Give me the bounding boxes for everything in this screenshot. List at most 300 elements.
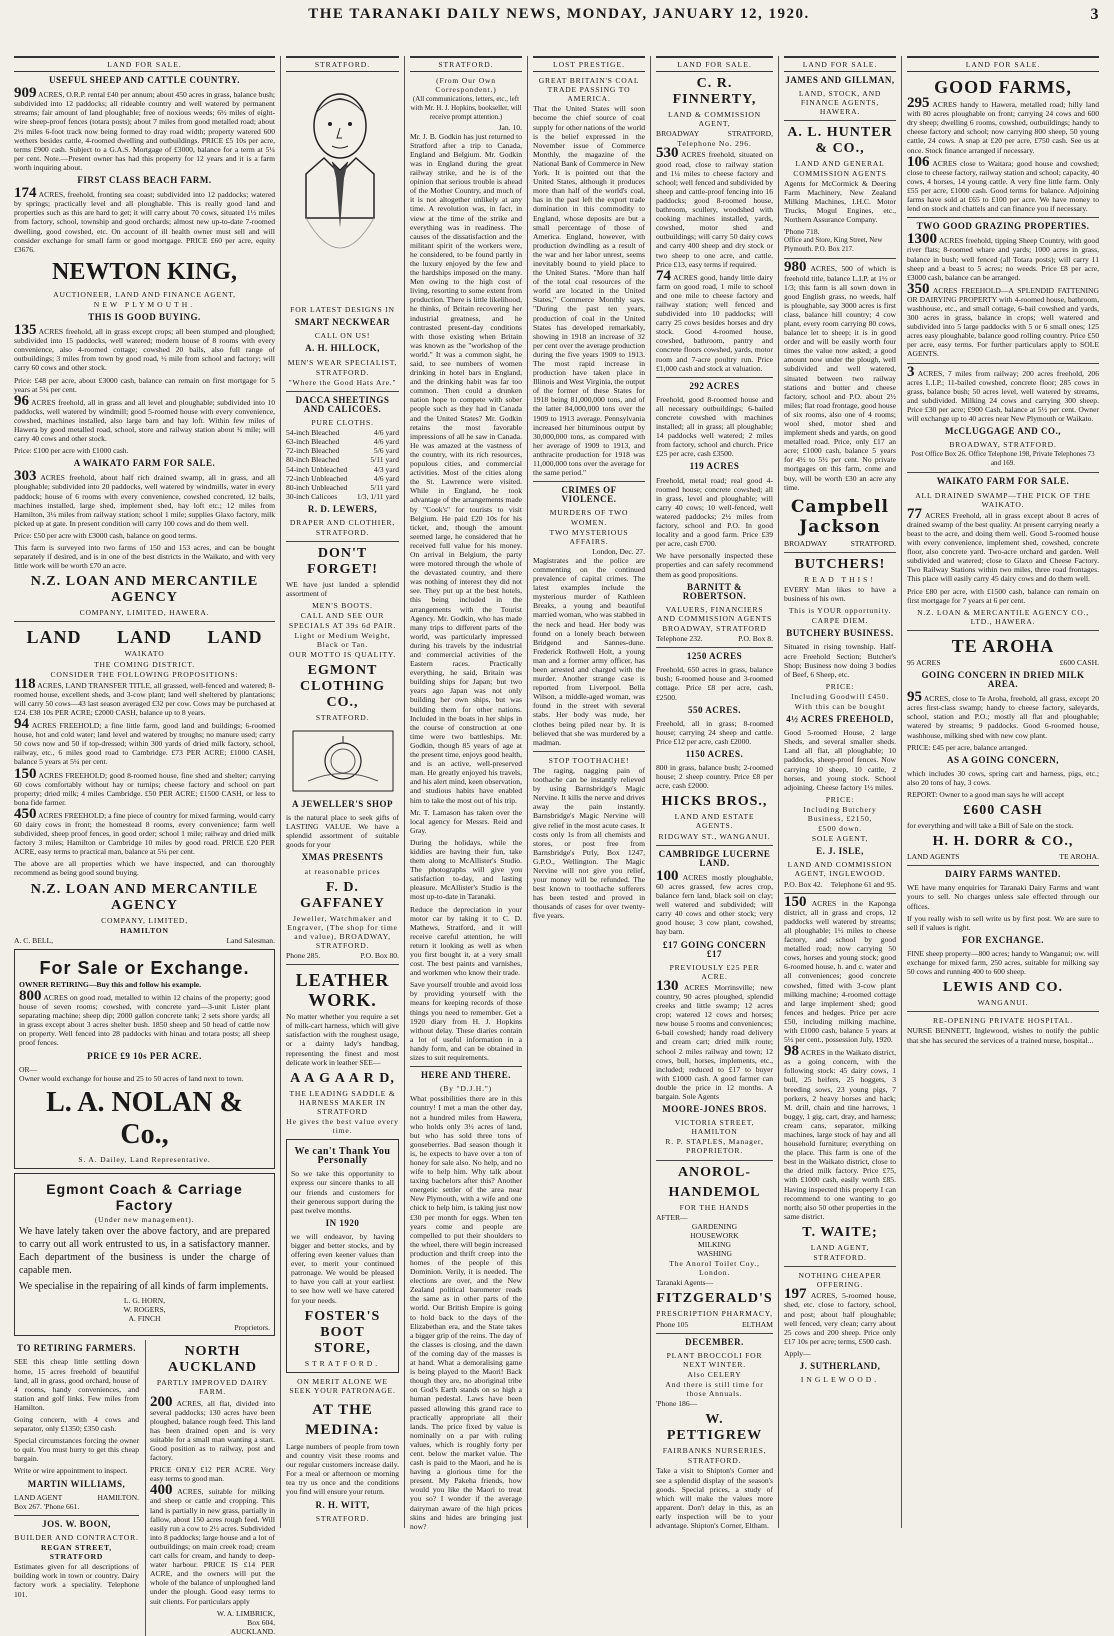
- advertiser-place: NEW PLYMOUTH.: [93, 299, 196, 309]
- ad-subheading: PURE CLOTHS.: [311, 418, 374, 428]
- column-3: [404, 56, 527, 1531]
- ad-text: is the natural place to seek gifts of LASTING VALUE. We have a splendid assortment of suitable goods for your: [286, 813, 399, 850]
- ad-text: WE have many enquiries for Taranaki Dairy Farms and want yours to sell. No charges unless sale effected through our offices.: [907, 883, 1099, 911]
- ad-heading: SMART NECKWEAR: [294, 317, 391, 328]
- ad-text: 98 ACRES in the Waikato district, as a going concern, with the following stock: 45 dairy cows, 1 bull, 25 heifers, 25 hoggets, 3 breeding sows, 23 young pigs, 7 porkers, 2 heavy horses and hack; M. drill, chain and tine harrows, 1 buggy, 1 gig, cart, dray, and harness; cream cans, separator, milking machines, large stock of hay and all household furniture; everything on the place. This farm is one of the best in the Waikato district, close to the dried milk factory. Price £75, with £1000 cash, easily worth £85. Having inspected this property I can recommend to one wanting to go north; also 50 other properties in the same district.: [784, 1043, 897, 1221]
- signature-row: A. C. BELL, Land Salesman.: [14, 935, 275, 945]
- use-list: [656, 1222, 773, 1258]
- advertiser-contact: P.O. Box 42. Telephone 61 and 95.: [784, 879, 896, 889]
- egmont-coach-ad: [14, 1173, 275, 1336]
- column-1: [14, 56, 280, 1636]
- advertiser-motto: "Where the Good Hats Are.": [288, 377, 397, 387]
- ad-subheading: ON MERIT ALONE WE SEEK YOUR PATRONAGE.: [289, 1376, 396, 1395]
- retiring-farmers-ad: [14, 1340, 139, 1636]
- product-name: HANDEMOL: [668, 1184, 761, 1200]
- for-sale-exchange-ad: [14, 949, 275, 1169]
- price-value: 4/6 yard: [373, 428, 399, 438]
- advertiser-subtitle: LAND AGENT,: [810, 1242, 870, 1252]
- ad-heading: 4½ ACRES FREEHOLD,: [786, 714, 894, 725]
- ad-heading: A WAIKATO FARM FOR SALE.: [73, 458, 216, 469]
- ad-text: £500 down.: [818, 824, 862, 834]
- ad-text: 95 ACRES, close to Te Aroha, freehold, all grass, except 20 acres first-class swamp; handy to cheese factory, saleyards, school, station and P.O.; mostly all flat and ploughable; watered by streams; 9 paddocks. Good 6-roomed house, washhouse, milking shed with new cow plant.: [907, 689, 1100, 740]
- ad-subheading: PRICE:: [825, 794, 855, 804]
- advertiser-name: N.Z. LOAN AND MERCANTILE AGENCY: [30, 881, 259, 913]
- ad-text: OWNER RETIRING—Buy this and follow his example.: [19, 979, 202, 989]
- price-row: [286, 428, 399, 437]
- ad-text: With this can be bought: [794, 701, 886, 711]
- ad-text: Including Goodwill £450.: [791, 691, 889, 701]
- article-subheading: GREAT BRITAIN'S COAL TRADE PASSING TO AMERICA.: [538, 76, 640, 104]
- ad-heading: DECEMBER.: [685, 1336, 744, 1347]
- ad-heading: £17 GOING CONCERN £17: [662, 939, 766, 959]
- advertiser-subtitle: COMPANY, LIMITED,: [101, 915, 188, 925]
- price-item: 72-inch Bleached: [286, 446, 340, 456]
- column-5: [650, 56, 778, 1528]
- ad-subheading: CALL ON US!: [314, 331, 371, 341]
- advertiser-subtitle: DRAPER AND CLOTHIER,: [289, 517, 396, 527]
- ad-subheading: at reasonable prices: [304, 866, 381, 876]
- thank-you-ad: [286, 1139, 399, 1373]
- article-heading: LOST PRESTIGE.: [533, 56, 645, 72]
- advertiser-name: McCLUGGAGE AND CO.,: [945, 426, 1061, 437]
- ad-heading: BUTCHERY BUSINESS.: [786, 628, 894, 639]
- price-item: 80-inch Bleached: [286, 455, 340, 465]
- advertiser-name: E. J. ISLE,: [816, 846, 864, 857]
- ad-heading: DON'T FORGET!: [307, 546, 378, 578]
- ad-text: And there is still time for those Annuals.: [665, 1379, 764, 1399]
- advertiser-place: STRATFORD.: [315, 1513, 370, 1523]
- ad-signature: W. A. LIMBRICK,: [216, 1608, 275, 1618]
- advertiser-subtitle: PRESCRIPTION PHARMACY,: [656, 1309, 773, 1319]
- article-heading: STRATFORD.: [410, 56, 522, 72]
- ad-text: This is YOUR opportunity.: [788, 606, 892, 616]
- advertiser-name: R. D. LEWERS,: [307, 503, 378, 514]
- ad-text: Price: £100 per acre with £1000 cash.: [14, 446, 129, 456]
- article-subheading: MURDERS OF TWO WOMEN.: [549, 508, 629, 527]
- advertiser-name: LEWIS AND CO.: [943, 980, 1063, 996]
- ad-heading: CAMBRIDGE LUCERNE LAND.: [658, 848, 771, 868]
- ad-text: 1300 ACRES freehold, tipping Sheep Country, with good river flats; 8-roomed whare and yards; 1000 acres in grass, balance in bush; well fenced (all Totara posts); will carry 11 sheep and a beast to 5 acres; no weeds. Price £8 per acre, £3000 cash, balance can be arranged.: [907, 231, 1099, 282]
- ad-heading: WAIKATO FARM FOR SALE.: [936, 476, 1070, 487]
- ad-text: CARPE DIEM.: [811, 616, 869, 626]
- advertiser-place: BROADWAY, STRATFORD: [662, 623, 767, 633]
- advertiser-subtitle: BUILDER AND CONTRACTOR.: [14, 1532, 139, 1542]
- advertiser-contact: Box 267. 'Phone 661.: [14, 1501, 80, 1511]
- ad-text: SEE this cheap little settling down home, 15 acres freehold of beautiful land, all in grass, good orchard, house of 4 rooms, handy conveniences, and station and golf links. Few miles from Hamilton.: [14, 1357, 139, 1412]
- page-number: 3: [1090, 6, 1100, 23]
- ad-text: Price £80 per acre, with £1500 cash, balance can remain on first mortgage for 7 years at 6 per cent.: [907, 586, 1099, 605]
- ad-heading: DAIRY FARMS WANTED.: [945, 869, 1061, 880]
- advertiser-name: JOS. W. BOON,: [42, 1518, 111, 1529]
- advertiser-place: HAMILTON: [120, 925, 169, 935]
- advertiser-subtitle: LAND AND COMMISSION AGENT, INGLEWOOD.: [787, 860, 893, 879]
- ad-text: Owner would exchange for house and 25 to 50 acres of land next to town.: [19, 1073, 244, 1083]
- ad-subheading: (Under new management).: [94, 1214, 195, 1224]
- advertiser-subtitle: LAND AGENT HAMILTON.: [14, 1492, 139, 1502]
- price-item: 54-inch Unbleached: [286, 464, 348, 474]
- ad-text: FINE sheep property—800 acres; handy to Wanganui; ow. will exchange for mixed farm, 250 acres, suitable for milking say 50 cows and running 400 to 600 sheep.: [907, 948, 1099, 977]
- ad-text: Including Butchery Business, £2150,: [803, 804, 877, 823]
- article-text: Mr. J. B. Godkin has just returned to Stratford after a trip to Canada, England and Belgium. Mr. Godkin was in England during the great railway strike, and he is of the opinion that serious trouble is ahead of the Mother Country, and much of it is not altogether unlikely at any time. A revolution was, in fact, in view at the time of the strike and everything was in readiness. The causes of the dissatisfaction and the militant spirit of the workers were, he considered, to be found partly in the luxury enjoyed by the few and the hardships imposed on the many. Men owing to the high cost of living, resorting to some extent from production. There is little likelihood, he thinks, of Britain recovering her industrial greatness, and he contrasted present-day conditions with those existing when Britain was known as the "workshop of the world." It was a common sight, he said, to see numbers of women drinking in hotel bars in England, and the drinking habit was far too common. Then could a drunken nation hope to compete with sober people such as they had in Canada and the United States? Mr. Godkin retains the most favorable impressions of all he saw in Canada. He was amazed at the vastness of the country, with its rich resources, populous cities, and commercial activities. Most of the cities along the St. Lawrence were visited. While in England, he took advantage of the arrangements made by "Cook's" for tourists to visit Belgium. He paid £20 10s for his ticket, and, though the amount seemed large, he considered that he received full value for his money. On arrival in Belgium, the party were motored through the whole of the devastated country, and there was nothing of interest they did not see. They put up at the best hotels, this being included in the arrangements with the Tourist Agency. Mr. Godkin, who has made many trips to different parts of the world, was particularly impressed during his travels by the industrial and commercial activities of the Eastern races. Practically everything, he said, Britain was building ships for Japan; but two years ago Japan was not only building her own ships, but was building them for other nations. Included in the boats in her ships in the course of construction at one time were two battleships. Mr. Godkin, though 85 years of age at the present time, enjoys good health, and is an active, well-preserved man. He greatly enjoyed his travels, and his alert mind, keen observation, and studious habits have enabled him to take the most out of his trip.: [410, 131, 522, 805]
- advertiser-name: HICKS BROS.,: [661, 794, 768, 810]
- ad-subheading: ALL DRAINED SWAMP—THE PICK OF THE WAIKATO.: [915, 490, 1091, 509]
- ad-heading: 292 ACRES: [689, 380, 740, 391]
- ad-text: We have personally inspected these properties and can safely recommend them as good propositions.: [656, 551, 773, 579]
- use-list-item: WASHING: [696, 1249, 732, 1259]
- ad-signature: L. G. HORN,: [123, 1295, 166, 1305]
- advertiser-subtitle: LAND AND ESTATE AGENTS.: [674, 812, 755, 831]
- ad-heading: THIS IS GOOD BUYING.: [88, 311, 201, 322]
- ad-text: Special circumstances forcing the owner to quit. You must hurry to get this cheap bargain.: [14, 1436, 139, 1464]
- use-list-item: HOUSEWORK: [690, 1230, 739, 1240]
- ad-heading: TO RETIRING FARMERS.: [17, 1343, 136, 1354]
- price-value: 5/11 yard: [370, 455, 399, 465]
- price-item: 54-inch Bleached: [286, 428, 340, 438]
- advertiser-name: F. D. GAFFANEY: [300, 879, 385, 911]
- advertiser-name: L. A. NOLAN & Co.,: [46, 1086, 243, 1150]
- advertiser-contact: Telephone 232. P.O. Box 8.: [656, 634, 773, 644]
- ad-subheading: 95 ACRES £600 CASH.: [907, 657, 1099, 667]
- article-text: Magistrates and the police are commenting on the continued prevalence of capital crimes. The latest examples include the mysterious murder of Kathleen Breaks, a young and beautiful married woman, who was stabbed in the neck and head. Her body was found on a lonely beach between Bridgend and Sannes-dune. Frederick Rothwell Holt, a young man and a former army officer, has been arrested and charged with the murder. Another strange case is reported from Liverpool. Bella Wilson, a middle-aged woman, was found in the street with several stabs. Her body was nude, her clothes being piled near by. It is believed that she was murdered by a madman.: [533, 555, 645, 747]
- ad-text: 174 ACRES, freehold, fronting sea coast; subdivided into 12 paddocks; watered by springs; practically level and all ploughable. This is really good land and properties such as this are hard to get; it will carry about 70 cows, situated 1½ miles from factory, school, township and good orchards; almost new up-to-date 7-roomed dwelling, good cowshed, etc. On account of ill health owner must sell and will consider exchange for small farm or good mortgage. PRICE £60 per acre, equity £3676.: [14, 185, 275, 254]
- product-name: ANOROL-: [677, 1164, 752, 1180]
- price-row: [286, 465, 399, 474]
- ad-text: We specialise in the repairing of all kinds of farm implements.: [19, 1280, 269, 1292]
- ad-text: which includes 30 cows, spring cart and harness, pigs, etc.; also 20 tons of hay, 3 cows.: [907, 768, 1099, 787]
- ad-heading: AS A GOING CONCERN,: [946, 754, 1059, 765]
- advertiser-contact: Post Office Box 26. Office Telephone 198, Private Telephones 73 and 169.: [911, 450, 1095, 468]
- ad-text: 100 ACRES mostly ploughable, 60 acres grassed, few acres crop, balance fern land, black soil on clay; well watered and subdivided; will carry 40 cows and other stock; very good house; 3 cow plant, cowshed, hay barn.: [656, 867, 773, 937]
- advertiser-subtitle: THE LEADING SADDLE & HARNESS MAKER IN STRATFORD: [289, 1088, 396, 1116]
- ad-subheading: PREVIOUSLY £25 PER ACRE.: [669, 962, 760, 981]
- ad-text: 96 ACRES freehold, all in grass and all level and ploughable; subdivided into 10 paddocks, well watered by windmill; good 5-roomed house with every convenience, cowshed, machines installed, also large barn and hay loft. Within few miles of Hawera by good metalled road, school, store and railway station about ¾ mile; will carry 40 cows and other stock.: [14, 392, 275, 444]
- ad-text: 303 ACRES freehold, about half rich drained swamp, all in grass, and all ploughable; subdivided into 20 paddocks, well watered by windmills, water in every paddock; house of 6 rooms with every convenience, cowshed concreted, 12 bails, machines installed, large shed, implement shed, hay loft etc.; 12 miles from Hamilton, 3¼ miles from railway station; school 1 mile; supplies Glaxo factory, milk picked up at gate. In present condition will carry 100 cows and do them well.: [14, 468, 276, 528]
- advertiser-name: A. H. HILLOCK,: [305, 343, 380, 354]
- advertiser-subtitle: MEN'S WEAR SPECIALIST,: [287, 357, 398, 367]
- ad-text: Price: £50 per acre with £3000 cash, balance on good terms.: [14, 530, 198, 540]
- advertiser-place: RIDGWAY ST., WANGANUI.: [658, 831, 771, 841]
- ad-text: 77 ACRES Freehold, all in grass except about 8 acres of drained swamp of the best quality. At present carrying nearly a beast to the acre, and doing them well. Good 5-roomed house with every convenience, implement shed, cowshed, concrete floor, also concrete yard. Two-acre orchard and garden. Well subdivided and watered; close to Glaxo and Cheese Factory. Two Railway Stations within two miles, three road frontages. This place will easily carry 45 dairy cows and do them well.: [907, 505, 1099, 584]
- ad-signature: AUCKLAND.: [230, 1626, 275, 1636]
- ad-text: PLANT BROCCOLI FOR NEXT WINTER.: [666, 1350, 763, 1369]
- advertiser-place: BROADWAY, STRATFORD.: [949, 440, 1057, 450]
- ad-text: The Anorol Toilet Coy., London.: [669, 1259, 760, 1278]
- advertiser-subtitle: LAND, STOCK, AND FINANCE AGENTS, HAWERA.: [798, 89, 882, 117]
- ad-heading: NOTHING CHEAPER OFFERING.: [798, 1271, 882, 1290]
- ad-heading: IN 1920: [325, 1217, 360, 1228]
- price-row: [286, 492, 399, 501]
- ad-heading: LAND LAND LAND: [26, 627, 263, 648]
- article-heading: CRIMES OF VIOLENCE.: [561, 485, 617, 505]
- article-byline: (From Our Own Correspondent.): [435, 76, 497, 95]
- article-text: During the holidays, while the kiddies are having their fun, take them along to McAllister's Studio. The photographs will give you satisfaction to-day, and lasting pleasure. McAllister's Studio is the most up-to-date in Taranaki.: [410, 837, 522, 902]
- advertiser-subtitle: AUCTIONEER, LAND AND FINANCE AGENT,: [53, 289, 236, 299]
- ad-heading: A JEWELLER'S SHOP: [291, 799, 394, 809]
- advertiser-name: W. PETTIGREW: [666, 1412, 763, 1444]
- ad-text: 200 ACRES, all flat, divided into several paddocks; 130 acres have been ploughed, balance rough feed. This land has been drained open and is very suitable for a small man wanting a start. Good position as to railway, post and factory.: [150, 1393, 276, 1463]
- ad-text: So we take this opportunity to express our sincere thanks to all our friends and customers for their generous support during the past twelve months.: [291, 1169, 394, 1215]
- ad-subheading: CONSIDER THE FOLLOWING PROPOSITIONS:: [50, 669, 239, 679]
- advertiser-place: INGLEWOOD.: [800, 1375, 880, 1385]
- advertiser-name: Campbell Jackson: [790, 496, 890, 537]
- advertiser-contact: Phone 285. P.O. Box 80.: [286, 951, 399, 961]
- ad-heading: RE-OPENING PRIVATE HOSPITAL.: [933, 1016, 1073, 1026]
- price-item: 30-inch Calicoes: [286, 491, 338, 501]
- price-value: 4/3 yard: [373, 464, 399, 474]
- ad-text: Good 5-roomed House, 2 large Sheds, and several smaller sheds. Land all flat, all ploughable; 10 paddocks, sheep-proof fences. Now carrying 10 sheep, 10 cattle, 2 horses, and young stock. School adjoining. Cheese factory 1½ miles.: [784, 728, 896, 792]
- advertiser-contact: Phone 105 ELTHAM: [656, 1319, 773, 1329]
- jeweller-illustration: [288, 726, 398, 796]
- ad-heading: 1150 ACRES.: [685, 749, 744, 759]
- ad-text: OR—: [19, 1064, 38, 1074]
- ad-text: Write or wire appointment to inspect.: [14, 1466, 128, 1476]
- price-row: [286, 483, 399, 492]
- article-subheading: TWO MYSTERIOUS AFFAIRS.: [549, 527, 629, 546]
- advertiser-place: BROADWAY STRATFORD.: [784, 538, 896, 548]
- advertiser-name: FOSTER'S BOOT STORE,: [304, 1308, 381, 1356]
- price-row: [286, 437, 399, 446]
- advertiser-contact: Telephone No. 296.: [677, 139, 752, 149]
- ad-text: 150 ACRES FREEHOLD; good 8-roomed house, fine shed and shelter; carrying 60 cows comfortably without hay or turnips; cheese factory and school on part property; dried milk; 4 miles Cambridge. £50 PER ACRE; £1500 CASH, or less to bona fide farmer.: [14, 765, 275, 807]
- article-note: (All communications, letters, etc., left with Mr. H. J. Hopkins, bookseller, will receive prompt attention.): [410, 95, 522, 122]
- ad-heading: We can't Thank You Personally: [294, 1146, 391, 1167]
- ad-subheading: GOING CONCERN IN DRIED MILK AREA.: [921, 669, 1085, 690]
- column-header: LAND FOR SALE.: [784, 56, 896, 72]
- ad-text: Taranaki Agents—: [656, 1278, 714, 1288]
- advertiser-contact: Office and Store, King Street, New Plymouth. P.O. Box 217.: [784, 236, 883, 254]
- ad-text: This farm is surveyed into two farms of 150 and 153 acres, and can be bought separately if desired, and is in one of the best districts in the Waikato, and with very little work will be worth £70 an acre.: [14, 543, 275, 571]
- advertiser-name: BARNITT & ROBERTSON.: [682, 581, 747, 601]
- column-2: [280, 56, 404, 1528]
- use-list-item: MILKING: [698, 1239, 731, 1249]
- advertiser-name: C. R. FINNERTY,: [672, 76, 757, 108]
- ad-text: Going concern, with 4 cows and separator, only £1350; £350 cash.: [14, 1415, 139, 1434]
- advertiser-name: R. H. WITT,: [315, 1499, 370, 1510]
- ad-heading: LEATHER WORK.: [295, 970, 390, 1011]
- advertiser-name: MOORE-JONES BROS.: [662, 1104, 767, 1115]
- ad-text: Freehold, all in grass; 8-roomed house; carrying 24 sheep and cattle. Price £12 per acre, cash £2000.: [656, 718, 773, 746]
- ad-text: Apply—: [784, 1348, 811, 1358]
- ad-text: 800 in grass, balance bush; 2-roomed house; 2 sheep country. Price £8 per acre, cash £2000.: [656, 763, 773, 791]
- ad-text: Freehold, good 8-roomed house and all necessary outbuildings; 6-bailed concrete cowshed with machines installed; all in grass; all ploughable; 14 paddocks well watered; 2 miles from factory, school and church. Price £25 per acre, cash £3500.: [656, 394, 773, 459]
- ad-text: we will endeavor, by having bigger and better stocks, and by offering even keener values than ever, to merit your continued patronage. We would be pleased to have you call at your earliest to see how well we have catered for your needs.: [291, 1231, 394, 1305]
- article-text: Save yourself trouble and avoid loss by providing yourself with the means for keeping records of those things you need to remember. Get a 1920 diary from H. J. Hopkins without delay. These diaries contain a lot of useful information in a handy form, and can be obtained in sizes to suit requirements.: [410, 980, 522, 1063]
- ad-text: 106 ACRES close to Waitara; good house and cowshed; close to cheese factory, railway station and school; capacity, 40 cows, 4 horses, 14 young cattle. A very fine little farm. Only £55 per acre, £1000 cash. Good terms for balance. Adjoining farms have sold at £65 to £100 per acre. We have money to lend on stock and chattels and can finance you if necessary.: [907, 153, 1100, 214]
- advertiser-subtitle: LAND AGENTS TE AROHA.: [907, 852, 1099, 862]
- ad-heading: GOOD FARMS,: [934, 77, 1072, 98]
- ad-text: Freehold, 650 acres in grass, balance bush; 6-roomed house and 3-roomed cottage. Price £8 per acre, cash, £2500.: [656, 665, 773, 702]
- column-header: LAND FOR SALE.: [14, 56, 275, 72]
- price-value: 1/3, 1/11 yard: [356, 491, 399, 501]
- ad-text: Agents for McCormick & Deering Farm Machinery, New Zealand Milking Machines, I.H.C. Motor Trucks, Mogul Engines, etc., Northern Assurance Company.: [784, 178, 896, 225]
- price-item: 80-inch Unbleached: [286, 482, 348, 492]
- price-value: 5/11 yard: [370, 482, 399, 492]
- price-row: [286, 455, 399, 464]
- advertiser-name: A. L. HUNTER & CO.,: [787, 125, 893, 157]
- ad-text: Light or Medium Weight, Black or Tan.: [294, 630, 391, 649]
- advertiser-name: EGMONT CLOTHING CO.,: [299, 662, 385, 710]
- use-list-item: GARDENING: [691, 1221, 738, 1231]
- ad-signature: W. ROGERS,: [123, 1305, 166, 1315]
- advertiser-place: WANGANUI.: [977, 998, 1029, 1008]
- ad-price: £600 CASH: [963, 803, 1043, 819]
- ad-heading: 119 ACRES: [689, 461, 740, 472]
- ad-subheading: PARTLY IMPROVED DAIRY FARM.: [156, 1378, 269, 1397]
- ad-text: WE have just landed a splendid assortment of: [286, 580, 399, 599]
- ad-subheading: FOR THE HANDS: [679, 1202, 750, 1212]
- ad-text: AFTER—: [656, 1212, 688, 1222]
- ad-text: Also CELERY: [687, 1369, 742, 1379]
- ad-heading: BUTCHERS!: [794, 556, 886, 572]
- ad-text: 800 ACRES on good road, metalled to within 12 chains of the property; good house of seven rooms; cowshed, with concrete yard—3-unit Lister plant separating machine; sheep dip; 2000 gallon concrete tank; 2 sets shore yards; all in grass except about 3 acres shelter bush. 1850 sheep and 50 head of cattle now on property. Well fenced into 28 paddocks with hinau and totara posts; all sheep proof fences.: [19, 987, 270, 1048]
- advertiser-place: STRATFORD.: [315, 367, 370, 377]
- advertiser-place: VICTORIA STREET, HAMILTON: [674, 1118, 755, 1137]
- north-auckland-ad: [145, 1340, 275, 1636]
- article-heading: HERE AND THERE.: [420, 1070, 512, 1081]
- ad-heading: USEFUL SHEEP AND CATTLE COUNTRY.: [49, 75, 240, 86]
- man-portrait-illustration: [286, 78, 394, 298]
- ad-text: REPORT: Owner to a good man says he will accept: [907, 790, 1065, 799]
- ad-signature: Box 604,: [247, 1617, 275, 1627]
- ad-heading: Egmont Coach & Carriage Factory: [46, 1180, 243, 1213]
- column-grid: [14, 56, 1104, 1636]
- advertiser-place: STRATFORD.: [304, 1358, 381, 1368]
- ad-text: PRICE: £45 per acre, balance arranged.: [907, 742, 1028, 752]
- column-7: [901, 56, 1104, 1528]
- advertiser-subtitle: COMPANY, LIMITED, HAWERA.: [79, 608, 210, 618]
- ad-subheading: CALL AND SEE OUR SPECIALS AT 39s 6d PAIR.: [288, 611, 397, 630]
- ad-heading: FOR EXCHANGE.: [961, 934, 1044, 945]
- article-date: Jan. 10.: [498, 122, 522, 132]
- ad-subheading: WAIKATO: [124, 649, 165, 659]
- advertiser-name: JAMES AND GILLMAN,: [785, 75, 895, 86]
- ad-text: SOLE AGENT,: [811, 834, 869, 844]
- advertiser-name: MARTIN WILLIAMS,: [27, 1478, 126, 1489]
- ad-text: 909 ACRES, O.R.P. rental £40 per annum; about 450 acres in grass, balance bush; subdivided into 12 paddocks; all rideable country and well watered by permanent streams; fair amount of land ploughable; free of noxious weeds; 6½ miles of eight-wire sheep-proof fences (totara posts); about 7 miles from good metalled road; about 2½ miles 6-foot track now being formed to dray road width; property watered 600 wethers besides cattle, 4-roomed dwelling and outbuildings. PRICE £5 10s per acre, terms £900 cash. Subject to a G.A.S. Mortgage of £3000, balance for a term at 5¼ per cent. Note.—Present owner has had this property for 12 years and it is a farm worth inquiring about.: [14, 85, 275, 172]
- ad-text: 350 ACRES FREEHOLD—A SPLENDID FATTENING OR DAIRYING PROPERTY with 4-roomed house, bathroom, washhouse, etc., and small cottage, 6-bail cowshed and yards, 300 acres in grass, balance in crops; well watered and subdivided into 5 large paddocks with 5 or 6 small ones; 125 acres easy ploughable, balance good rolling country. Price £50 per acre, easy terms. For further particulars apply to SOLE AGENTS.: [907, 280, 1099, 359]
- column-header: LAND FOR SALE.: [907, 56, 1099, 72]
- advertiser-name: J. SUTHERLAND,: [799, 1360, 881, 1371]
- advertiser-subtitle: S. A. Dailey, Land Representative.: [78, 1154, 211, 1164]
- ad-text: 'Phone 186—: [656, 1399, 698, 1409]
- ad-signature: Proprietors.: [234, 1323, 270, 1333]
- ad-heading: XMAS PRESENTS: [301, 852, 384, 863]
- ad-text: 74 ACRES good, handy little dairy farm on good road, 1 mile to school and one mile to cheese factory and railway station; well fenced and subdivided into 10 paddocks; will carry 25 cows besides horses and dry stock. Good 4-roomed house, cowshed, bathroom, pantry and concrete floors cowshed, yards, motor room and 7-acre poultry run. Price £1,000 cash and stock at valuation.: [656, 267, 773, 373]
- price-row: [286, 446, 399, 455]
- advertiser-name: NEWTON KING,: [52, 258, 237, 285]
- advertiser-name: H. H. DORR & CO.,: [932, 834, 1074, 850]
- price-row: [286, 474, 399, 483]
- ad-text: 980 ACRES, 500 of which is freehold title, balance L.I.P. at 1½ or 1/3; this farm is all sown down in good English grass, no weeds, half is ploughable, say 3000 acres is first class, balance hill country; 4 cow plant, every room carrying 80 cows, balance let to sheep; it is in good order and will be easily worth four times the value now asked; a good amount now under the plough, well subdivided and well watered, situated between two railway stations and butter and cheese factory, school and P.O. about 2½ miles; flat road frontage, good house of six rooms, also one of 4 rooms; wool shed, motor shed and implement sheds and yards, on good metalled road. Price, only £17 an acre; £1000 cash, balance 5 years for 4½ to 5½ per cent. No private mortgages on this farm, come and buy, will be worth £30 an acre any time.: [784, 259, 897, 492]
- column-6: [778, 56, 901, 1528]
- article-text: That the United States will soon become the chief source of coal supply for other nations of the world is the belief expressed in the November issue of Commerce Monthly, the magazine of the National Bank of Commerce in New York. It is pointed out that the United States, although it produces more than half of the world's coal, has in the past left the export trade domination in this commodity to England, whose deposits are but a small percentage of those of America. England, however, with production dwindling as a result of the war and her labor unrest, seems inevitably bound to yield place to the United States. "More than half of the total coal resources of the world are located in the United States," Commerce Monthly says. "During the past ten years, production of coal in the United States has developed remarkably, showing in 1918 an increase of 32 per cent over the average production during the five years 1909 to 1913. The most rapid increase in production have taken place in Illinois and West Virginia, the output of the former of these States for 1918 being 81,000,000 tons, and of the latter 84,000,000 tons over the 1909 to 1913 average. Pennsylvania increased her bituminous output by 30,000,000 tons, as compared with her average of 1909 to 1913, and anthracite production for 1918 was 11,000,000 tons over the average for the same period.": [533, 104, 645, 478]
- ad-text: Estimates given for all descriptions of building work in town or country. Dairy factory work a speciality. Telephone 101.: [14, 1562, 139, 1599]
- article-text: What possibilities there are in this country! I met a man the other day, not a hundred miles from Hawera, who holds only 3½ acres of land, but who has sold three tons of gooseberries. Bad season though it is, he expects to have over a ton of honey for sale also. No help, and no wife to help him. Why talk about taxing bachelors after this? Another energetic settler of the area near New Plymouth, with a wife and one chick to help him, is taking just now £30 per month for eggs. When ten years come and people are compelled to put their shoulders to the wheel, there will begin increased production and thrift creep into the homes of the people of this Dominion. Verily, it is needed. The elections are over, and the New Zealand political barometer reads the same as in other parts of the world. Our British Empire is going to hold back to the days of the Elizabethan era, and the State takes a bigger grip of the reins. The day of the classes is closing, and the dawn of the coming day of the masses is at hand. What a demoralising game is being played to the Maori! Back though they are, no aboriginal tribe on God's Earth stands on so high a human pedestal. Laws have been passed allowing this grand race to practically appropriate all their lands. The price fixed by value is nominally on a par with ruling values, which is roughly forty per cent. below the market value. The cash is paid to the Maori, and he is having a glorious time for the present. My Pakeha friends, how would you like the Maori to treat you so? I wonder if the average dairyman aware of the high prices skins and hides are bringing just now?: [410, 1094, 522, 1531]
- ad-subheading: MEN'S BOOTS.: [312, 601, 373, 611]
- ad-text: We have lately taken over the above factory, and are prepared to carry out all work entrusted to us, in a satisfactory manner. Each department of the business is under the charge of capable men.: [19, 1225, 270, 1276]
- advertiser-subtitle: LAND AND GENERAL COMMISSION AGENTS: [793, 159, 887, 178]
- ad-heading: For Sale or Exchange.: [39, 957, 250, 978]
- article-byline: (By "D.J.H."): [439, 1084, 493, 1094]
- ad-subheading: PRICE:: [825, 681, 855, 691]
- advertiser-place: STRATFORD.: [315, 712, 370, 722]
- masthead: [14, 6, 1104, 32]
- ad-text: OUR MOTTO IS QUALITY.: [289, 649, 396, 659]
- advertiser-name: N.Z. LOAN & MERCANTILE AGENCY CO., LTD., HAWERA.: [917, 607, 1089, 626]
- ad-text: 197 ACRES, 5-roomed house, shed, etc. close to factory, school, and post; about half ploughable; well fenced, very clean; carry about 25 cows and 200 sheep. Price only £17 10s per acre; terms, £500 cash.: [784, 1286, 897, 1346]
- ad-text: 130 ACRES Morrinsville; new country, 90 acres ploughed, splendid creeks and little swamp; 12 acres crop; watered 12 cows and horses; new house 5 rooms and conveniences; 6-bail cowshed; handy road delivery and cream cart; dried milk route; school 2 miles railway and town; 12 cows, bull, horses, implements, etc., included; reduced to £17 to buyer with £1000 cash. A good farmer can double the price in 12 months. A bargain. Sole Agents: [656, 977, 773, 1101]
- column-header: LAND FOR SALE.: [656, 56, 773, 72]
- advertiser-name: FITZGERALD'S: [656, 1291, 773, 1307]
- price-value: 4/6 yard: [373, 473, 399, 483]
- ad-text: 400 ACRES, suitable for milking and sheep or cattle and cropping. This land is partially in new grass, partially in fallow, about 150 acres rough feed. Will easily run a cow to 2½ acres. Subdivided into 8 paddocks; large house and a lot of outbuildings; on main creek road; cream cart calls for cream, and handy to deep-water harbour. PRICE IS £14 PER ACRE, and the owners will put the whole of the balance of unploughed land under the plough. Good easy terms to suit clients. For particulars apply: [150, 1482, 276, 1606]
- ad-heading: NORTH AUCKLAND: [168, 1344, 257, 1376]
- ad-heading: AT THE MEDINA:: [305, 1401, 380, 1438]
- advertiser-subtitle: FAIRBANKS NURSERIES,: [662, 1446, 767, 1456]
- ad-text: 94 ACRES FREEHOLD; a fine little farm, good land and buildings; 6-roomed house, hot and cold water; land level and watered by troughs; no manure used; carry 50 cows now and 50 if top-dressed; within 300 yards of dried milk factory, school, railway, etc., 6 miles good road to Cambridge. £73 PER ACRE; £1000 CASH, balance 5 years at 5¼ per cent.: [14, 716, 275, 767]
- advertiser-name: A A G A A R D,: [290, 1070, 395, 1086]
- advertiser-contact: 'Phone 718.: [784, 227, 820, 237]
- advertiser-subtitle: R. P. STAPLES, Manager, PROPRIETOR.: [665, 1137, 764, 1156]
- ad-heading: TE AROHA: [951, 635, 1055, 656]
- ad-text: PRICE ONLY £12 PER ACRE. Very easy terms to good man.: [150, 1465, 275, 1484]
- ad-heading: TWO GOOD GRAZING PROPERTIES.: [916, 221, 1090, 232]
- ad-text: Price: £48 per acre, about £3000 cash, balance can remain on first mortgage for 5 years at 5¼ per cent.: [14, 375, 275, 394]
- ad-text: 135 ACRES freehold, all in grass except crops; all been stumped and ploughed; subdivided into 15 paddocks, well watered; modern house of 8 rooms with every convenience, also 4-roomed cottage; cowshed 20 bails, also full range of outbuildings; 3 miles from town by good road, ½ mile from school and factory; will carry 60 cows and other stock.: [14, 322, 276, 373]
- ad-text: 150 ACRES in the Kaponga district, all in grass and crops, 12 paddocks well watered by streams; all ploughable; 1½ miles to cheese factory, and school by good metalled road; now carrying 50 cows, horses and young stock; good 6-roomed house, h. and c. water and all conveniences; good concrete cowshed, fitted with 3-cow plant milking machine; 4-roomed cottage and large implement shed; good fences and hedges. Price per acre £50, including milking machine, with £1000 cash, balance 5 years at 5½ per cent., possession July, 1920.: [784, 893, 896, 1045]
- ad-text: No matter whether you require a set of milk-cart harness, which will give satisfaction with the roughest usage, or a dainty lady's handbag, representing the finest and most delicate work in leather SEE—: [286, 1012, 399, 1067]
- ad-subheading: READ THIS!: [804, 574, 876, 584]
- ad-text: 3 ACRES, 7 miles from railway; 200 acres freehold, 206 acres L.I.P.; 11-bailed cowshed, concrete floor; 285 cows in grass, balance bush; 50 acres level, well watered by streams, and subdivided. Milking 24 cows and carrying 300 sheep. Price £30 per acre; £900 Cash, balance at 5½ per cent. Owner will exchange up to 40 acres near New Plymouth or Waikato.: [907, 363, 1099, 423]
- price-list: [286, 428, 399, 501]
- ad-text: Freehold, metal road; real good 4-roomed house; concrete cowshed; all in grass, level and ploughable; will carry 40 cows; 10 well-fenced, well watered paddocks; 2½ miles from factory, school and P.O. In good locality and a good farm. Price £39 per acre, cash £700.: [656, 475, 773, 549]
- bottom-ads-row: [14, 1340, 275, 1636]
- masthead-title: THE TARANAKI DAILY NEWS, MONDAY, JANUARY 12, 1920.: [308, 6, 810, 22]
- ad-text: 118 ACRES, LAND TRANSFER TITLE, all grassed, well-fenced and watered; 8-roomed house, excellent sheds, and 3-cow plant; land well sheltered by plantations; will carry 50 cows—43 last season averaged £32 per cow. Cows may be purchased at £24. £38 10s PER ACRE; £2000 CASH, balance up to 8 years.: [14, 675, 276, 717]
- advertiser-place: BROADWAY STRATFORD,: [656, 129, 773, 139]
- ad-text: 450 ACRES FREEHOLD; a fine piece of country for mixed farming, would carry 60 dairy cows in front; the homestead 8 rooms, every convenience; farm well subdivided, sheep proof fences, in good order; school 1 mile; railway and dried milk factory 3 miles; Hamilton or Cambridge 10 miles by good road. PRICE £20 PER ACRE, easy terms to practical man, balance at 5¼ per cent.: [14, 805, 275, 857]
- article-text: Reduce the depreciation in your motor car by taking it to C. D. Mathews, Stratford, and it will receive careful attention, he will return it looking as well as when you first bought it, at a very small cost. The best paints and varnishes, and workmen who know their trade.: [410, 904, 522, 978]
- ad-text: The above are all properties which we have inspected, and can thoroughly recommend as being good sound buying.: [14, 859, 275, 878]
- ad-text: Situated in rising township. Half-acre Freehold Section; Butcher's Shop; Business now doing 3 bodies of Beef, 6 Sheep, etc.: [784, 642, 896, 679]
- ad-heading: FIRST CLASS BEACH FARM.: [77, 175, 212, 186]
- ad-text: Large numbers of people from town and country visit these rooms and our regular customers increase daily. For a meal or afternoon or morning tea try us once and the conditions you find will ensure your return.: [286, 1441, 399, 1497]
- article-text: Mr. T. Lamason has taken over the local agency for Messrs. Reid and Gray.: [410, 807, 522, 835]
- advertiser-subtitle: VALUERS, FINANCIERS AND COMMISSION AGENTS: [656, 604, 773, 623]
- ad-text: The raging, nagging pain of toothache can be instantly relieved by using Barnsbridge's Magic Nervine. It kills the nerve and drives away the pain instantly. Barnsbridge's Magic Nervine will give relief in the most acute cases. It costs only 1s from all chemists and stores, or post free from Barnsbridge's Ptrly, Box 1247, G.P.O., Wellington. The Magic Nervine will not give you relief, your money will be refunded. The best known to toothache sufferers has been tested and proved in thousands of cases for over twenty-five years.: [533, 765, 645, 921]
- advertiser-name: N.Z. LOAN AND MERCANTILE AGENCY: [30, 574, 259, 606]
- price-item: 72-inch Unbleached: [286, 473, 348, 483]
- advertiser-place: REGAN STREET, STRATFORD: [40, 1543, 113, 1562]
- ad-text: 530 ACRES freehold, situated on good road, close to railway station and 1¼ miles to cheese factory and school; well fenced and subdivided by sheep and cattle-proof fencing into 16 paddocks; good 8-roomed house, bathroom, scullery, woodshed with cooking machines installed, yards, cowshed, motor shed and outbuildings; will carry 50 dairy cows and carry 400 sheep and dry stock or two sheep to one acre, and cattle. Price £13, easy terms if required.: [656, 145, 773, 269]
- price-value: 4/6 yard: [373, 437, 399, 447]
- price-value: 5/6 yard: [373, 446, 399, 456]
- ad-text: NURSE BENNETT, Inglewood, wishes to notify the public that she has secured the services of a trained nurse, hospital...: [907, 1026, 1099, 1045]
- advertiser-subtitle: Jeweller, Watchmaker and Engraver, (The shop for time and value), BROADWAY, STRATFORD.: [287, 913, 398, 950]
- advertiser-place: STRATFORD.: [315, 528, 370, 538]
- advertiser-name: T. WAITE;: [802, 1224, 878, 1240]
- ad-text: Take a visit to Shipton's Corner and see a splendid display of the season's goods. Special prices, a study of which will make the values more apparent. Don't delay in this, as an early inspection will be to your advantage. Shipton's Corner, Eltham.: [656, 1466, 773, 1530]
- ad-text: If you really wish to sell write us by first post. We are sure to sell if values is right.: [907, 913, 1099, 932]
- ad-text: EVERY Man likes to have a business of his own.: [784, 584, 896, 604]
- advertiser-place: STRATFORD.: [687, 1456, 742, 1466]
- ad-heading: 1250 ACRES: [686, 651, 743, 662]
- article-date: London, Dec. 27.: [592, 546, 645, 556]
- price-item: 63-inch Bleached: [286, 437, 340, 447]
- ad-heading: FOR LATEST DESIGNS IN: [290, 305, 395, 315]
- ad-price: PRICE £9 10s PER ACRE.: [87, 1050, 202, 1061]
- ad-heading: DACCA SHEETINGS AND CALICOES.: [295, 394, 390, 414]
